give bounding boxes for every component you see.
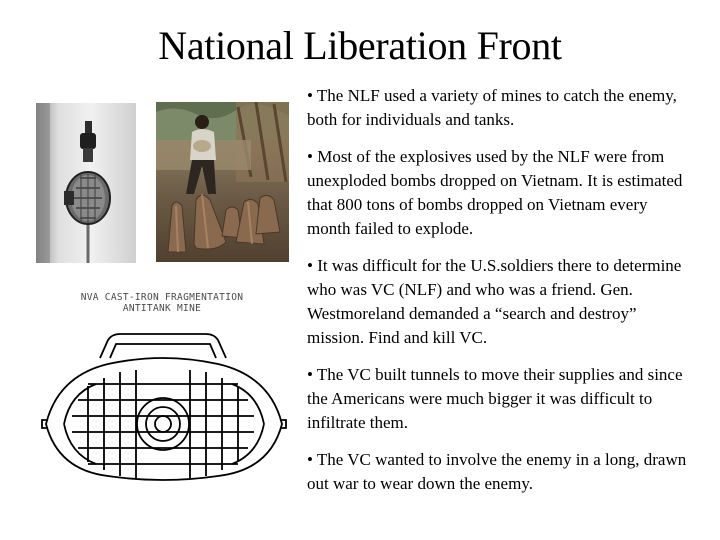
slide-title: National Liberation Front — [158, 23, 562, 68]
mine-on-stake-image — [36, 103, 136, 263]
bullet-5: • The VC wanted to involve the enemy in a long, drawn out war to wear down the enemy. — [307, 450, 687, 493]
bullet-2: • Most of the explosives used by the NLF were from unexploded bombs dropped on Vietnam. It is estimated that 800 tons of bombs dropped on Vietnam every month failed to explode. — [307, 147, 683, 238]
bullet-1: • The NLF used a variety of mines to catch the enemy, both for individuals and tanks. — [307, 86, 677, 129]
mine-photo — [36, 103, 136, 263]
unexploded-bombs-image — [156, 102, 289, 262]
mine-line-drawing — [38, 324, 288, 484]
bullet-4: • The VC built tunnels to move their supplies and since the Americans were much bigger it was difficult to infiltrate them. — [307, 365, 683, 432]
bullet-3: • It was difficult for the U.S.soldiers there to determine who was VC (NLF) and who was a friend. Gen. Westmoreland demanded a “search and destroy” mission. Find and kill VC. — [307, 256, 682, 347]
bullet-list — [307, 84, 692, 496]
drawing-caption — [72, 292, 252, 314]
bombs-photo — [156, 102, 289, 262]
drawing-caption-line1: NVA CAST-IRON FRAGMENTATION — [80, 292, 244, 303]
drawing-caption-line2: ANTITANK MINE — [122, 303, 202, 314]
